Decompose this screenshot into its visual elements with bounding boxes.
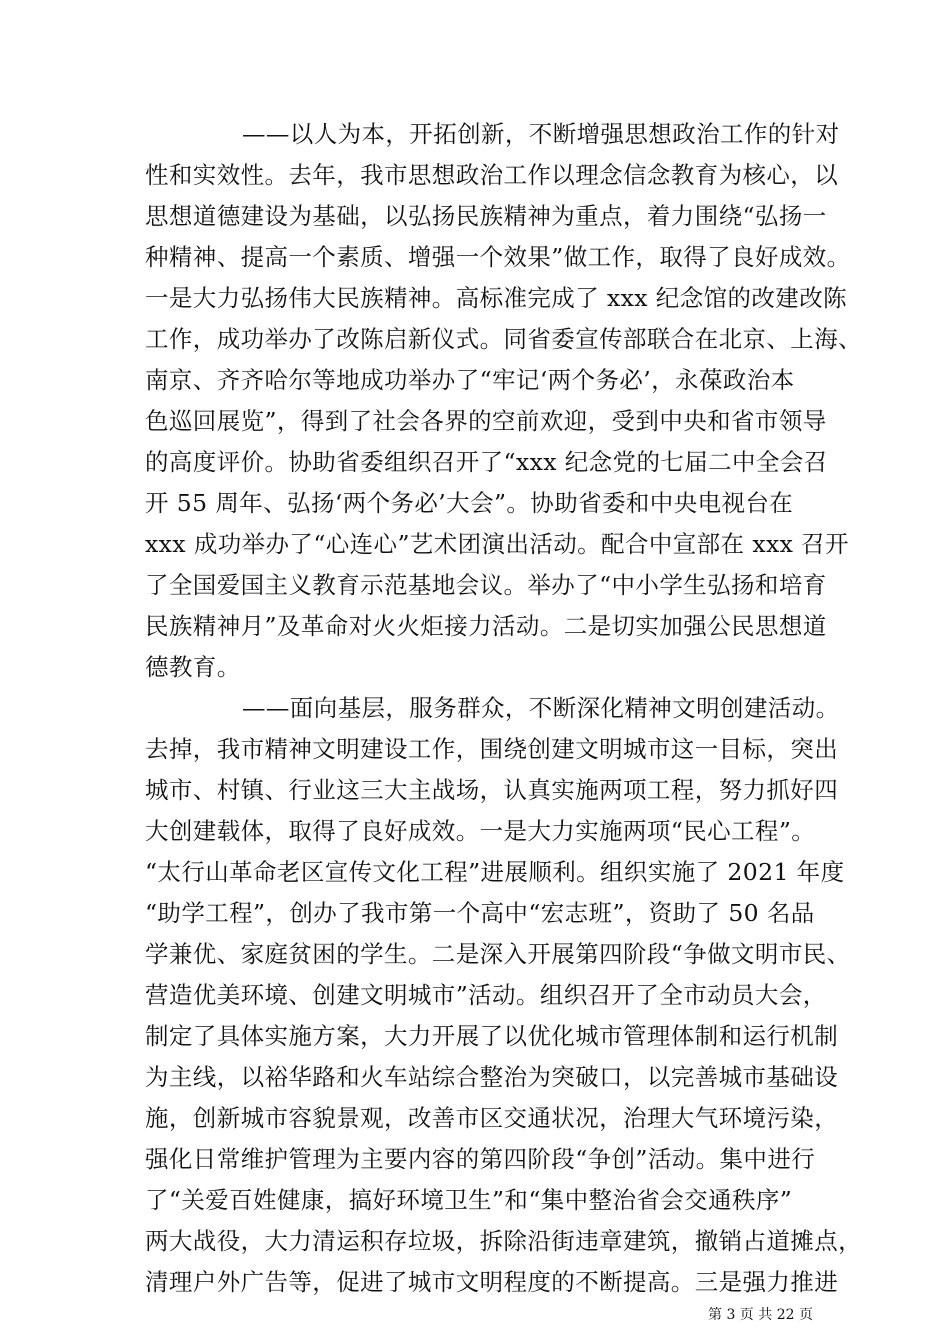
paragraph-line: 了“关爱百姓健康，搞好环境卫生”和“集中整治省会交通秩序” [145, 1186, 793, 1214]
paragraph-line: 南京、齐齐哈尔等地成功举办了“牢记‘两个务必’，永葆政治本 [145, 366, 795, 394]
paragraph-line: 性和实效性。去年，我市思想政治工作以理念信念教育为核心，以 [145, 161, 839, 189]
paragraph-line: 了全国爱国主义教育示范基地会议。举办了“中小学生弘扬和培育 [145, 571, 827, 599]
paragraph-line: ——面向基层，服务群众，不断深化精神文明创建活动。 [242, 694, 840, 722]
page-number-footer: 第 3 页 共 22 页 [708, 1307, 813, 1323]
paragraph-line: 学兼优、家庭贫困的学生。二是深入开展第四阶段“争做文明市民、 [145, 940, 851, 968]
paragraph-line: 去掉，我市精神文明建设工作，围绕创建文明城市这一目标，突出 [145, 735, 839, 763]
paragraph-line: 两大战役，大力清运积存垃圾，拆除沿街违章建筑，撤销占道摊点， [145, 1227, 862, 1255]
paragraph-line: 制定了具体实施方案，大力开展了以优化城市管理体制和运行机制 [145, 1022, 839, 1050]
paragraph-line: 德教育。 [145, 653, 241, 681]
paragraph-line: “助学工程”，创办了我市第一个高中“宏志班”，资助了 50 名品 [145, 899, 815, 927]
paragraph-line: 营造优美环境、创建文明城市”活动。组织召开了全市动员大会， [145, 981, 827, 1009]
paragraph-line: 开 55 周年、弘扬‘两个务必’大会”。协助省委和中央电视台在 [145, 489, 794, 517]
paragraph-line: 色巡回展览”，得到了社会各界的空前欢迎，受到中央和省市领导 [145, 407, 827, 435]
paragraph-line: 一是大力弘扬伟大民族精神。高标准完成了 xxx 纪念馆的改建改陈 [145, 284, 847, 312]
paragraph-line: 的高度评价。协助省委组织召开了“xxx 纪念党的七届二中全会召 [145, 448, 828, 476]
paragraph-line: 工作，成功举办了改陈启新仪式。同省委宣传部联合在北京、上海、 [145, 325, 862, 353]
paragraph-line: “太行山革命老区宣传文化工程”进展顺利。组织实施了 2021 年度 [145, 858, 845, 886]
paragraph-line: 城市、村镇、行业这三大主战场，认真实施两项工程，努力抓好四 [145, 776, 839, 804]
paragraph-line: 施，创新城市容貌景观，改善市区交通状况，治理大气环境污染， [145, 1104, 839, 1132]
paragraph-line: 强化日常维护管理为主要内容的第四阶段“争创”活动。集中进行 [145, 1145, 816, 1173]
paragraph-line: 大创建载体，取得了良好成效。一是大力实施两项“民心工程”。 [145, 817, 816, 845]
paragraph-line: ——以人为本，开拓创新，不断增强思想政治工作的针对 [242, 120, 840, 148]
paragraph-line: 清理户外广告等，促进了城市文明程度的不断提高。三是强力推进 [145, 1268, 839, 1296]
paragraph-line: 民族精神月”及革命对火火炬接力活动。二是切实加强公民思想道 [145, 612, 827, 640]
paragraph-line: 种精神、提高一个素质、增强一个效果”做工作，取得了良好成效。 [145, 243, 851, 271]
paragraph-line: 思想道德建设为基础，以弘扬民族精神为重点，着力围绕“弘扬一 [145, 202, 827, 230]
paragraph-line: 为主线，以裕华路和火车站综合整治为突破口，以完善城市基础设 [145, 1063, 839, 1091]
paragraph-line: xxx 成功举办了“心连心”艺术团演出活动。配合中宣部在 xxx 召开 [145, 530, 849, 558]
